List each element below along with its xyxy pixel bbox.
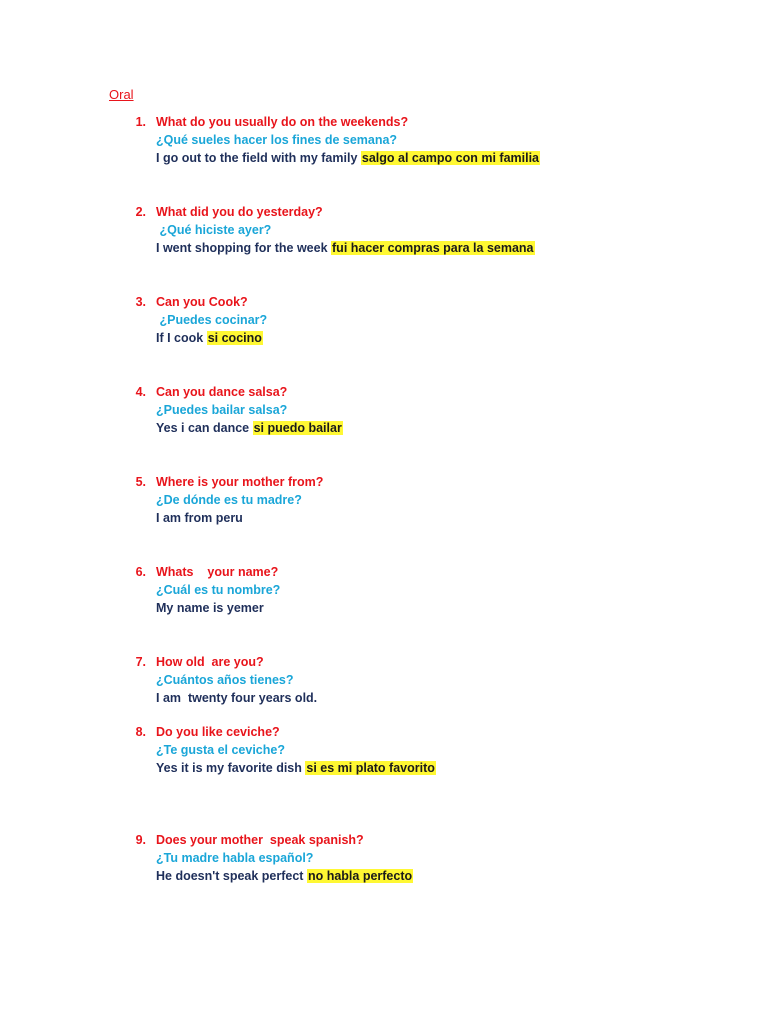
answer-spanish-highlight: si es mi plato favorito xyxy=(306,761,435,775)
answer-line xyxy=(156,867,413,885)
question-english: Do you like ceviche? xyxy=(156,725,280,739)
question-english: Can you Cook? xyxy=(156,295,248,309)
question-spanish: ¿Tu madre habla español? xyxy=(156,851,314,865)
answer-line xyxy=(156,419,343,437)
answer-english: Yes it is my favorite dish xyxy=(156,761,306,775)
question-spanish: ¿Puedes bailar salsa? xyxy=(156,403,288,417)
question-english: Where is your mother from? xyxy=(156,475,324,489)
item-number: 7. xyxy=(135,655,146,669)
question-spanish: ¿Cuál es tu nombre? xyxy=(156,583,281,597)
item-number: 4. xyxy=(135,385,146,399)
item-number: 8. xyxy=(135,725,146,739)
question-english: What did you do yesterday? xyxy=(156,205,323,219)
question-english: Whats your name? xyxy=(156,565,279,579)
question-spanish: ¿Te gusta el ceviche? xyxy=(156,743,285,757)
answer-line xyxy=(156,239,535,257)
item-number: 1. xyxy=(135,115,146,129)
answer-line xyxy=(156,329,263,347)
answer-spanish-highlight: si puedo bailar xyxy=(253,421,342,435)
answer-english: My name is yemer xyxy=(156,601,264,615)
document-heading: Oral xyxy=(109,87,134,102)
question-english: Does your mother speak spanish? xyxy=(156,833,364,847)
answer-english: I go out to the field with my family xyxy=(156,151,361,165)
question-spanish: ¿Qué hiciste ayer? xyxy=(156,223,272,237)
answer-line xyxy=(156,149,540,167)
question-english: What do you usually do on the weekends? xyxy=(156,115,409,129)
item-number: 5. xyxy=(135,475,146,489)
item-number: 3. xyxy=(135,295,146,309)
answer-line xyxy=(156,759,436,777)
question-spanish: ¿Qué sueles hacer los fines de semana? xyxy=(156,133,398,147)
answer-spanish-highlight: no habla perfecto xyxy=(307,869,413,883)
question-english: How old are you? xyxy=(156,655,264,669)
answer-english: Yes i can dance xyxy=(156,421,253,435)
answer-line xyxy=(156,689,317,707)
item-number: 2. xyxy=(135,205,146,219)
answer-line xyxy=(156,599,264,617)
item-number: 9. xyxy=(135,833,146,847)
question-spanish: ¿Puedes cocinar? xyxy=(156,313,268,327)
answer-english: If I cook xyxy=(156,331,207,345)
answer-english: I am twenty four years old. xyxy=(156,691,318,705)
answer-english: I went shopping for the week xyxy=(156,241,332,255)
question-english: Can you dance salsa? xyxy=(156,385,288,399)
question-spanish: ¿De dónde es tu madre? xyxy=(156,493,302,507)
question-spanish: ¿Cuántos años tienes? xyxy=(156,673,294,687)
answer-line xyxy=(156,509,243,527)
item-number: 6. xyxy=(135,565,146,579)
answer-english: He doesn't speak perfect xyxy=(156,869,307,883)
answer-spanish-highlight: si cocino xyxy=(207,331,262,345)
answer-spanish-highlight: fui hacer compras para la semana xyxy=(332,241,534,255)
answer-english: I am from peru xyxy=(156,511,243,525)
answer-spanish-highlight: salgo al campo con mi familia xyxy=(361,151,540,165)
